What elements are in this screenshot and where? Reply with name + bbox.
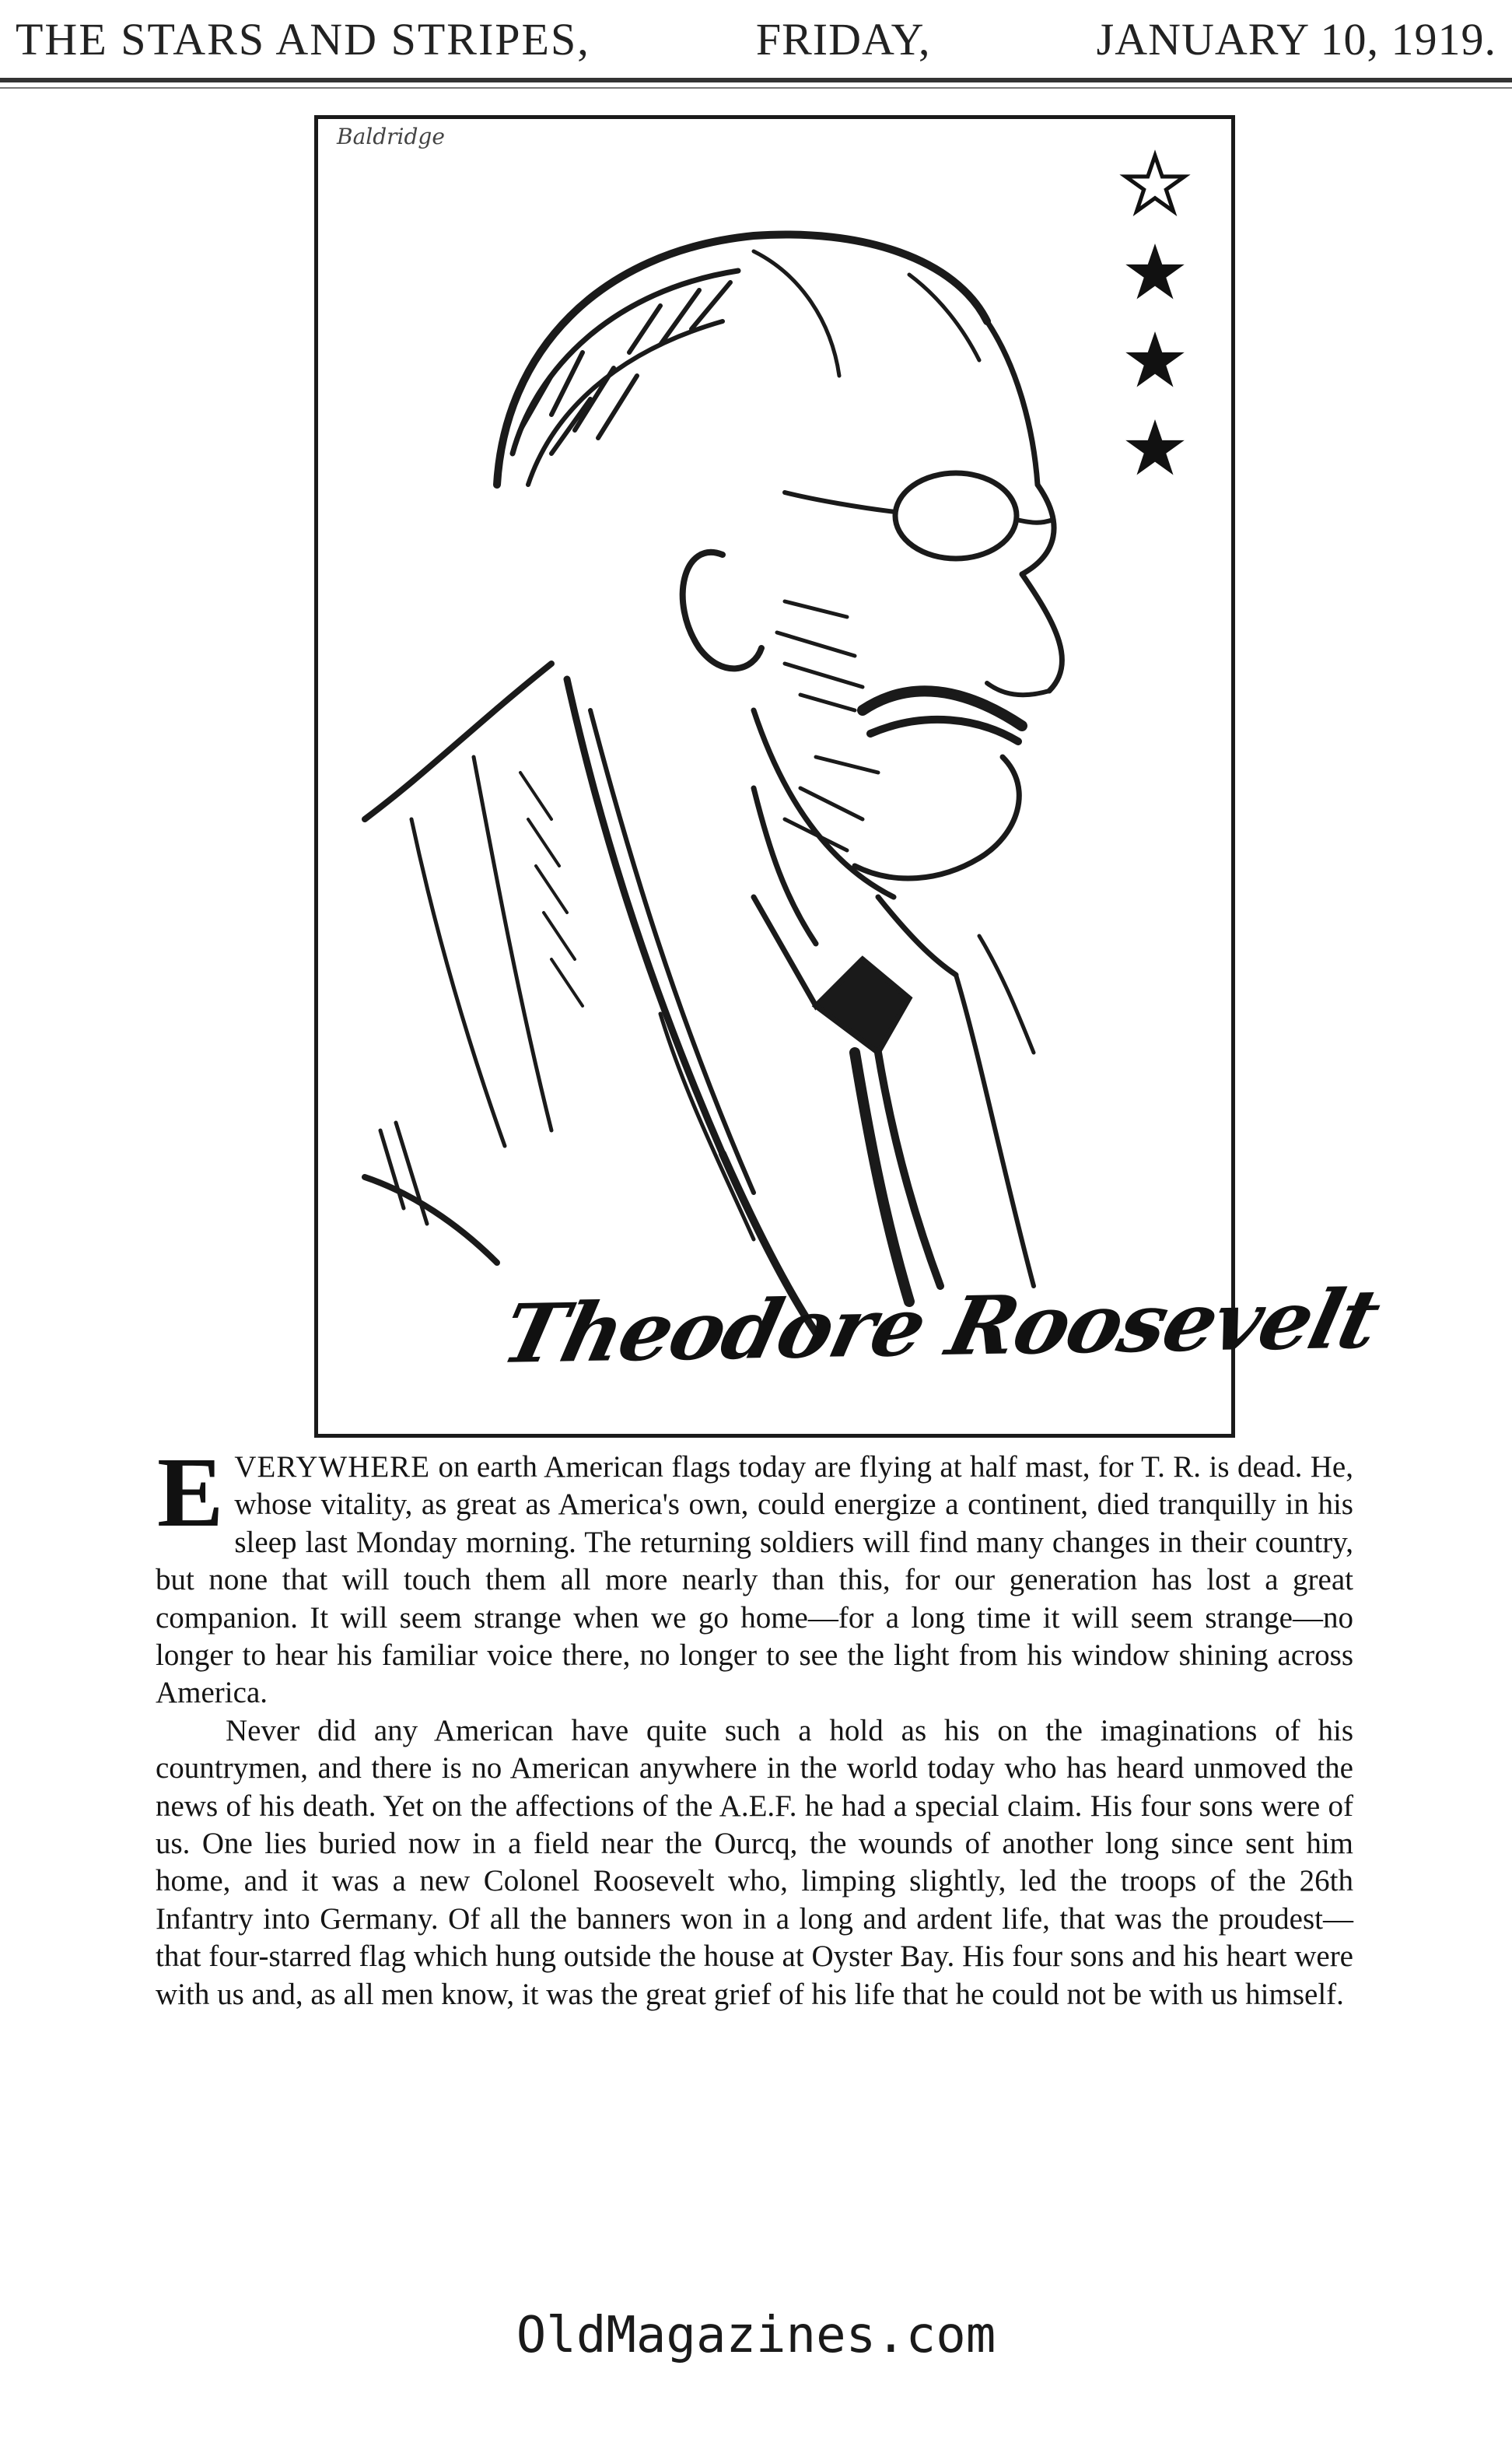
star-filled-icon: [1122, 415, 1188, 481]
roosevelt-signature: Theodore Roosevelt: [493, 1270, 1388, 1382]
portrait-sketch: [318, 119, 1231, 1434]
lead-in-caps: VERYWHERE: [234, 1450, 431, 1484]
article-paragraph-1: [156, 1437, 1353, 1712]
article-body: [156, 1437, 1353, 2013]
portrait-illustration: [314, 115, 1388, 1438]
star-filled-icon: [1122, 240, 1188, 305]
artist-signature: Baldridge: [337, 124, 445, 149]
article-paragraph-2: Never did any American have quite such a hold as his on the imaginations of his countrymen, and there is no American anywhere in the world today who has heard unmoved the news of his death. Yet on the affections of the A.E.F. he had a special claim. His four sons were of us. One lies buried now in a field near the Ourcq, the wounds of another long since sent him home, and it was a new Colonel Roosevelt who, limping slightly, led the troops of the 26th Infantry into Germany. Of all the banners won in a long and ardent life, that was the proudest—that four-starred flag which hung outside the house at Oyster Bay. His four sons and his heart were with us and, as all men know, it was the great grief of his life that he could not be with us himself.: [156, 1713, 1353, 2011]
paragraph-1-text: on earth American flags today are flying at half mast, for T. R. is dead. He, whose vitality, as great as America's own, could energize a continent, died tranquilly in his sleep last Monday morning. The returning soldiers will find many changes in their country, but none that will touch them all more nearly than this, for our generation has lost a great companion. It will seem strange when we go home—for a long time it will seem strange—no longer to hear his familiar voice there, no longer to see the light from his window shining across America.: [156, 1450, 1353, 1710]
drop-cap: E: [157, 1437, 224, 1547]
publication-name: THE STARS AND STRIPES,: [16, 13, 590, 65]
site-watermark: OldMagazines.com: [516, 2307, 996, 2364]
masthead: [16, 0, 1496, 78]
masthead-rule: [0, 78, 1512, 82]
publication-day: FRIDAY,: [755, 13, 931, 65]
publication-date: JANUARY 10, 1919.: [1096, 13, 1496, 65]
star-filled-icon: [1122, 328, 1188, 393]
masthead-rule-thin: [0, 87, 1512, 89]
star-outline-icon: [1122, 152, 1188, 217]
